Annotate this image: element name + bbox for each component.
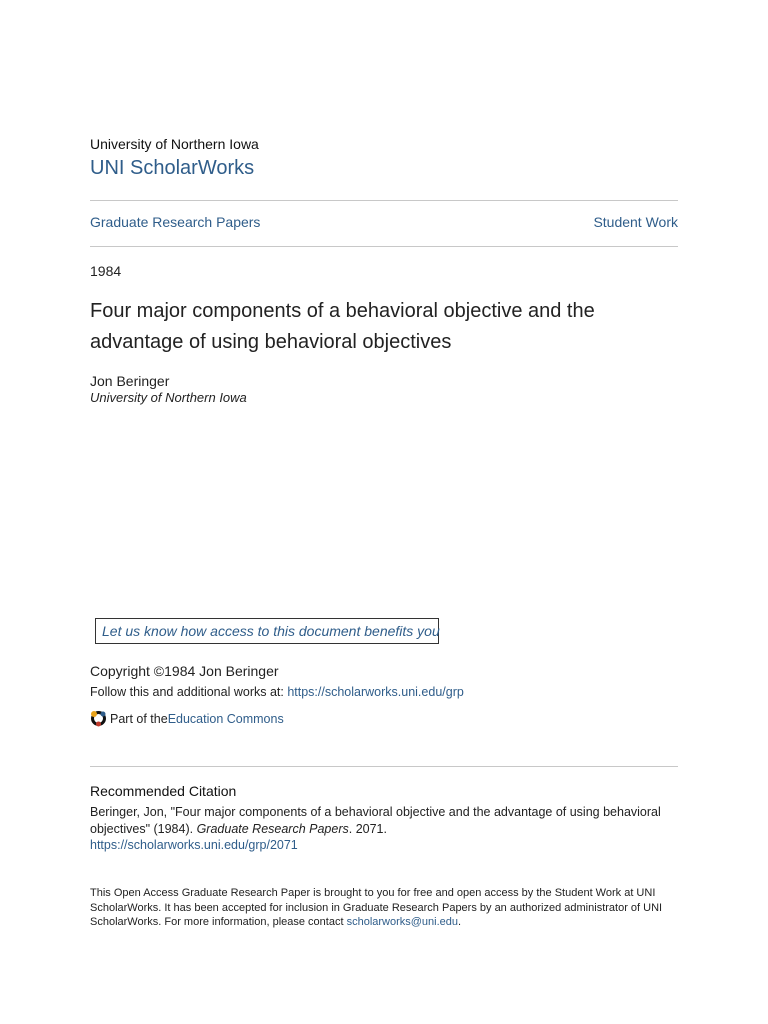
access-statement [90, 886, 680, 930]
part-of-line [90, 710, 284, 727]
publication-year: 1984 [90, 263, 122, 279]
author-name: Jon Beringer [90, 373, 170, 389]
follow-url-link[interactable]: https://scholarworks.uni.edu/grp [287, 685, 464, 699]
follow-line [90, 685, 464, 699]
education-commons-link[interactable]: Education Commons [167, 711, 284, 726]
citation-text-after: . 2071. [348, 821, 387, 836]
access-statement-end: . [458, 916, 462, 928]
part-of-label: Part of the [110, 711, 168, 726]
author-affiliation: University of Northern Iowa [90, 390, 247, 405]
follow-label: Follow this and additional works at: [90, 685, 288, 699]
institution-name: University of Northern Iowa [90, 136, 259, 152]
citation-heading: Recommended Citation [90, 783, 237, 799]
contact-email-link[interactable]: scholarworks@uni.edu [346, 916, 459, 928]
copyright-statement: Copyright ©1984 Jon Beringer [90, 663, 279, 679]
header-divider [90, 200, 678, 201]
citation-url-link[interactable]: https://scholarworks.uni.edu/grp/2071 [90, 838, 298, 852]
citation-divider [90, 766, 678, 767]
repository-link[interactable]: UNI ScholarWorks [90, 157, 255, 179]
paper-title: Four major components of a behavioral objective and the advantage of using behavioral objectives [90, 300, 595, 353]
collection-link[interactable]: Graduate Research Papers [90, 214, 261, 230]
nav-divider [90, 246, 678, 247]
citation-text-before: Beringer, Jon, "Four major components of a behavioral objective and the advantage of using behavioral objectives" (1984). [90, 805, 661, 836]
citation-journal: Graduate Research Papers [196, 821, 349, 836]
citation-text [90, 804, 680, 837]
parent-collection-link[interactable]: Student Work [593, 214, 678, 230]
feedback-link[interactable]: Let us know how access to this document benefits you [95, 618, 439, 644]
access-statement-text: This Open Access Graduate Research Paper is brought to you for free and open access by the Student Work at UNI ScholarWorks. It has been accepted for inclusion in Graduate Research Papers by an authorized administrator of UNI ScholarWorks. For more information, please contact [90, 887, 663, 928]
network-commons-icon [90, 710, 107, 727]
